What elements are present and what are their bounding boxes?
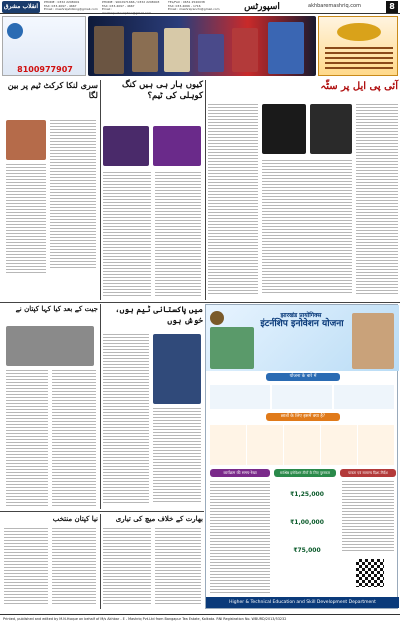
story-body xyxy=(208,104,258,294)
contact-line: FAX: 033-4097 - 4667 xyxy=(102,3,135,8)
story-body xyxy=(262,160,352,294)
contact-line: Email : mashriqranchi@gmail.com xyxy=(168,7,220,11)
story-body xyxy=(103,334,149,504)
contact-line: Email : mashriqshillong@gmail.com xyxy=(44,7,98,11)
page-number-badge: 8 xyxy=(386,1,398,13)
player-photo xyxy=(94,26,124,74)
story-photo xyxy=(153,334,201,404)
story-body xyxy=(6,164,46,274)
ad-left-business xyxy=(2,16,86,76)
imprint-line: Printed, published and edited by M.N.Hoque on behalf of M/s Akhbar - E - Mashriq Pvt.Ltd from Bangapur Tea Estate, Kolkata. RNI Registration No. WBURD/2013/53232 xyxy=(0,614,400,632)
contact-line: FAX: 033-4066 - 1716 xyxy=(168,3,201,8)
qr-code-icon xyxy=(356,559,384,587)
mid-center-story xyxy=(103,304,203,509)
ad-title-top: झारखंड प्रायोगिक्स xyxy=(280,312,322,319)
story-headline: کیوں ہار ہی ہیں کنگ کوہلی کی ٹیم؟ xyxy=(121,80,203,101)
promo-text-block xyxy=(325,47,393,69)
story-photo xyxy=(6,326,94,366)
prize-amount: ₹1,25,000 xyxy=(290,491,324,498)
center-story xyxy=(103,80,203,300)
bottom-center-story xyxy=(103,514,203,609)
contact-line: PHONE : 9002971666 / 0332 2298003 xyxy=(102,0,160,4)
story-photo xyxy=(6,120,46,160)
story-photo xyxy=(310,104,352,154)
contact-line: FAX: 033-4097 - 4667 xyxy=(44,3,77,8)
column-divider xyxy=(205,80,206,300)
section-title: اسپورٹس xyxy=(244,2,280,12)
story-headline: آئی پی ایل پر سٹّہ xyxy=(320,81,398,92)
right-top-story xyxy=(208,80,398,300)
story-body xyxy=(356,104,398,294)
player-photo xyxy=(132,32,158,72)
promo-logo xyxy=(337,23,381,41)
player-photo xyxy=(232,28,258,72)
ad-footer: Higher & Technical Education and Skill Development Department xyxy=(206,597,399,608)
column-divider xyxy=(100,514,101,609)
govt-scheme-ad xyxy=(205,304,398,609)
info-boxes xyxy=(210,385,395,409)
masthead xyxy=(0,0,400,14)
contact-block-3 xyxy=(168,1,228,12)
story-photo xyxy=(103,126,149,166)
section-label: पात्रता एवं सामान्य दिशा-निर्देश xyxy=(340,469,396,477)
eligibility-list xyxy=(342,481,394,553)
player-photo xyxy=(268,22,304,74)
ad-right-promo xyxy=(318,16,398,76)
contact-line: Email : mashriqsubscription@gmail.com xyxy=(102,7,152,15)
contact-line: TEL/FAX : 0651 2540038 xyxy=(168,0,205,4)
story-headline: جیت کے بعد کیا کہا کپتان نے xyxy=(15,304,98,313)
ad-phone: 8100977907 xyxy=(17,65,73,74)
website-url[interactable]: akhbaremashriq.com xyxy=(308,3,361,9)
ad-text-block xyxy=(27,23,83,43)
newspaper-logo: انقلاب مشرق xyxy=(2,1,40,13)
story-body xyxy=(155,172,201,296)
story-body xyxy=(52,370,96,506)
bottom-left-story xyxy=(2,514,98,609)
state-emblem xyxy=(210,311,224,325)
story-body xyxy=(6,370,48,506)
story-body xyxy=(103,172,151,296)
ad-sports-banner xyxy=(88,16,316,76)
students-photo xyxy=(210,327,254,369)
ad-title-main: इंटर्नशिप इनोवेशन योजना xyxy=(260,319,344,329)
column-divider xyxy=(100,80,101,300)
mid-left-story xyxy=(2,304,98,509)
column-divider xyxy=(100,304,101,509)
story-photo xyxy=(153,126,201,166)
section-label: कार्यक्रम की समय-रेखा xyxy=(210,469,270,477)
section-label: छात्रों के लिए इसमें क्या है? xyxy=(266,413,340,421)
section-label: सर्वश्रेष्ठ इनोवेशन टीमों के लिए पुरस्कार xyxy=(274,469,336,477)
story-body xyxy=(155,528,201,606)
story-body xyxy=(153,408,201,504)
story-headline: سری لنکا کرکٹ ٹیم پر بین لگا xyxy=(7,80,98,100)
story-headline: بھارت کے خلاف میچ کی تیاری xyxy=(115,514,203,523)
section-label: योजना के बारे में xyxy=(266,373,340,381)
story-body xyxy=(103,528,151,606)
prize-amount: ₹1,00,000 xyxy=(290,519,324,526)
story-headline: نیا کپتان منتخب xyxy=(52,514,98,523)
contact-block-2 xyxy=(102,1,162,15)
contact-block-1 xyxy=(44,1,99,12)
chief-minister-photo xyxy=(352,313,394,369)
story-headline: میں پاکستانی ٹیم ہوں، خوش ہوں xyxy=(114,304,203,325)
ad-logo-shape xyxy=(7,23,23,39)
benefit-icons xyxy=(210,425,395,465)
player-photo xyxy=(198,34,224,72)
story-body xyxy=(4,528,48,606)
story-photo xyxy=(262,104,306,154)
story-body xyxy=(50,120,96,270)
timeline-list xyxy=(210,481,270,593)
section-divider xyxy=(0,511,204,512)
player-photo xyxy=(164,28,190,72)
section-divider xyxy=(0,302,400,303)
prize-amount: ₹75,000 xyxy=(293,547,321,554)
story-body xyxy=(52,528,96,606)
contact-line: PHONE : 0332 2298001 xyxy=(44,0,80,4)
left-story-top xyxy=(2,80,98,280)
